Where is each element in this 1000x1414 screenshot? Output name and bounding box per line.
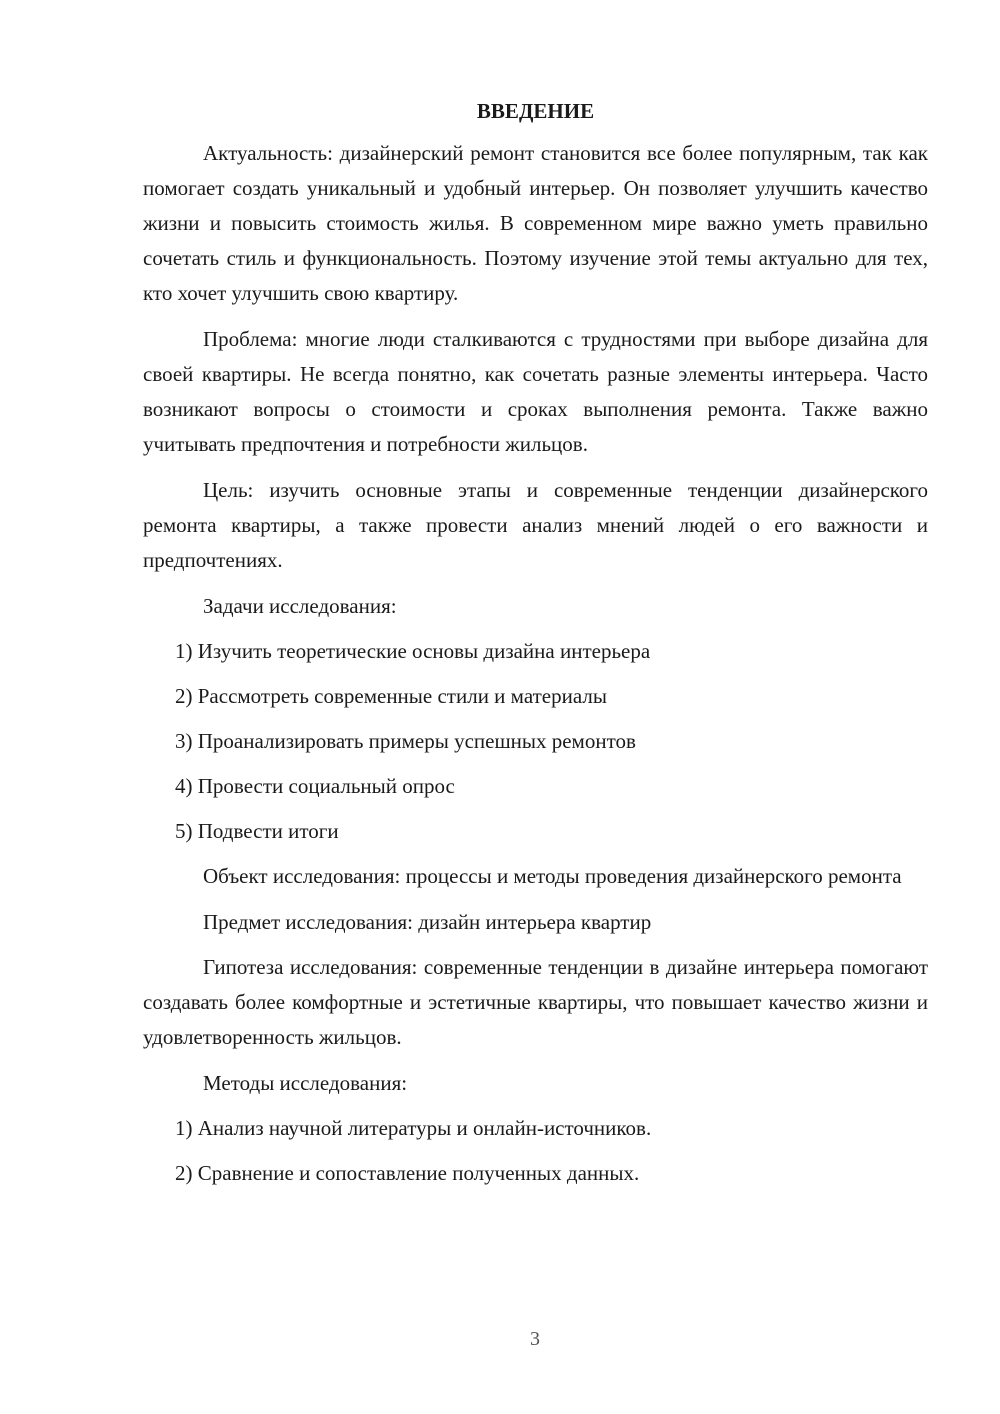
task-item-4: 4) Провести социальный опрос bbox=[175, 774, 455, 798]
task-item-1: 1) Изучить теоретические основы дизайна интерьера bbox=[175, 639, 651, 663]
methods-heading: Методы исследования: bbox=[203, 1071, 408, 1095]
page-title: ВВЕДЕНИЕ bbox=[476, 99, 595, 123]
page-number: 3 bbox=[530, 1328, 540, 1350]
task-item-2: 2) Рассмотреть современные стили и материалы bbox=[175, 684, 607, 708]
hypothesis-paragraph: Гипотеза исследования: современные тенденции в дизайне интерьера помогают создавать более комфортные и эстетичные квартиры, что повышает качество жизни и удовлетворенность жильцов. bbox=[143, 955, 928, 1049]
goal-paragraph: Цель: изучить основные этапы и современные тенденции дизайнерского ремонта квартиры, а также провести анализ мнений людей о его важности и предпочтениях. bbox=[143, 478, 928, 572]
tasks-heading: Задачи исследования: bbox=[203, 594, 397, 618]
relevance-paragraph: Актуальность: дизайнерский ремонт становится все более популярным, так как помогает создать уникальный и удобный интерьер. Он позволяет улучшить качество жизни и повысить стоимость жилья. В современном мире важно уметь правильно сочетать стиль и функциональность. Поэтому изучение этой темы актуально для тех, кто хочет улучшить свою квартиру. bbox=[143, 141, 928, 305]
object-paragraph: Объект исследования: процессы и методы проведения дизайнерского ремонта bbox=[203, 864, 902, 888]
task-item-3: 3) Проанализировать примеры успешных ремонтов bbox=[175, 729, 636, 753]
page-content bbox=[143, 96, 928, 1201]
method-item-1: 1) Анализ научной литературы и онлайн-источников. bbox=[175, 1116, 652, 1140]
problem-paragraph: Проблема: многие люди сталкиваются с трудностями при выборе дизайна для своей квартиры. Не всегда понятно, как сочетать разные элементы интерьера. Часто возникают вопросы о стоимости и сроках выполнения ремонта. Также важно учитывать предпочтения и потребности жильцов. bbox=[143, 327, 928, 456]
task-item-5: 5) Подвести итоги bbox=[175, 819, 339, 843]
method-item-2: 2) Сравнение и сопоставление полученных данных. bbox=[175, 1161, 640, 1185]
subject-paragraph: Предмет исследования: дизайн интерьера квартир bbox=[203, 910, 652, 934]
